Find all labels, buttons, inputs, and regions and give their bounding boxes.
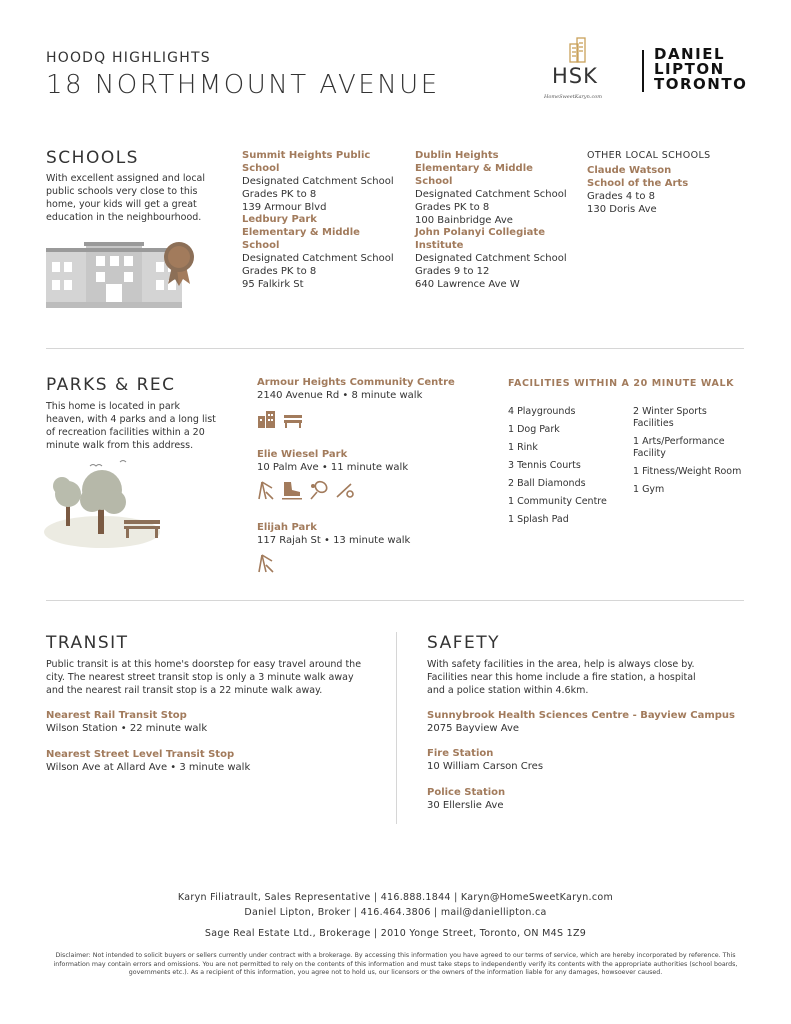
park-entry: [257, 521, 487, 573]
schools-intro: With excellent assigned and local public schools very close to this home, your kids will get a great education in the neighbourhood.: [46, 173, 206, 223]
school-type: Designated Catchment School: [242, 176, 394, 187]
footer-contact-1: Karyn Filiatrault, Sales Representative | 416.888.1844 | Karyn@HomeSweetKaryn.com: [177, 892, 614, 903]
school-name: Dublin Heights Elementary & Middle School: [415, 150, 533, 187]
award-ribbon-icon: [162, 240, 196, 288]
baseball-icon: [335, 480, 355, 500]
page-title: 18 NORTHMOUNT AVENUE: [46, 70, 440, 100]
safety-value: 2075 Bayview Ave: [427, 723, 520, 734]
transit-value: Wilson Ave at Allard Ave • 3 minute walk: [46, 762, 251, 773]
trees-icon: [44, 458, 184, 550]
safety-label: Fire Station: [427, 748, 494, 759]
school-grades: Grades PK to 8: [242, 189, 317, 200]
parks-heading: PARKS & REC: [46, 375, 176, 395]
disclaimer: Disclaimer: Not intended to solicit buyers or sellers currently under contract with a brokerage. By accessing this information you have agreed to our terms of service, which are hereby incorporated by reference. This information may contain errors and omissions. You are not permitted to rely on the contents of this information and must take steps to independently verify its contents with the appropriate authorities (school boards, governments etc.). As a recipient of this information, you agree not to hold us, our licensors or the owners of the information liable for any damages, howsoever caused.: [53, 952, 738, 976]
facility-item: 1 Splash Pad: [508, 514, 569, 525]
transit-heading: TRANSIT: [46, 633, 129, 653]
school-grades: Grades 4 to 8: [587, 191, 655, 202]
park-detail: 10 Palm Ave • 11 minute walk: [257, 462, 409, 473]
school-address: 100 Bainbridge Ave: [415, 215, 513, 226]
skate-icon: [281, 480, 303, 500]
school-card: [415, 149, 575, 227]
park-entry: [257, 448, 487, 500]
school-address: 130 Doris Ave: [587, 204, 657, 215]
school-address: 95 Falkirk St: [242, 279, 304, 290]
section-divider: [46, 600, 744, 601]
safety-value: 30 Ellerslie Ave: [427, 800, 504, 811]
hsk-logo: [544, 36, 619, 106]
facility-item: 1 Fitness/Weight Room: [633, 466, 742, 477]
school-card: [242, 149, 407, 214]
facilities-list: [633, 406, 748, 502]
safety-value: 10 William Carson Cres: [427, 761, 544, 772]
hsk-logo-script: HomeSweetKaryn.com: [544, 94, 602, 100]
park-name: Elie Wiesel Park: [257, 449, 348, 460]
school-name: Summit Heights Public School: [242, 150, 371, 174]
bench-icon: [283, 410, 303, 428]
school-name: John Polanyi Collegiate Institute: [415, 227, 545, 251]
other-schools-heading: OTHER LOCAL SCHOOLS: [587, 150, 711, 161]
park-entry: [257, 376, 487, 428]
facilities-list: [508, 406, 628, 532]
school-grades: Grades 9 to 12: [415, 266, 490, 277]
park-name: Elijah Park: [257, 522, 317, 533]
facility-item: 4 Playgrounds: [508, 406, 576, 417]
footer-contact-2: Daniel Lipton, Broker | 416.464.3806 | mail@daniellipton.ca: [244, 907, 547, 918]
safety-item: [427, 747, 747, 773]
school-grades: Grades PK to 8: [415, 202, 490, 213]
school-address: 139 Armour Blvd: [242, 202, 327, 213]
daniel-lipton-logo: [654, 47, 747, 92]
school-grades: Grades PK to 8: [242, 266, 317, 277]
school-name: Ledbury Park Elementary & Middle School: [242, 214, 360, 251]
eyebrow: HOODQ HIGHLIGHTS: [46, 50, 211, 66]
school-card: [242, 213, 402, 291]
other-schools: [587, 149, 747, 216]
safety-item: [427, 709, 747, 735]
transit-item: [46, 748, 376, 774]
facility-item: 1 Rink: [508, 442, 538, 453]
brand-line: DANIEL: [654, 45, 725, 63]
building-icon: [257, 410, 277, 428]
school-type: Designated Catchment School: [415, 189, 567, 200]
park-detail: 117 Rajah St • 13 minute walk: [257, 535, 411, 546]
school-address: 640 Lawrence Ave W: [415, 279, 520, 290]
transit-value: Wilson Station • 22 minute walk: [46, 723, 208, 734]
playground-icon: [257, 553, 275, 573]
park-detail: 2140 Avenue Rd • 8 minute walk: [257, 390, 423, 401]
parks-intro: This home is located in park heaven, with 4 parks and a long list of recreation facilities within a 20 minute walk from this address.: [46, 401, 216, 451]
facility-item: 1 Gym: [633, 484, 665, 495]
facility-item: 1 Community Centre: [508, 496, 607, 507]
facilities-heading: FACILITIES WITHIN A 20 MINUTE WALK: [508, 378, 735, 389]
school-type: Designated Catchment School: [415, 253, 567, 264]
column-divider: [396, 632, 397, 824]
facility-item: 2 Winter Sports Facilities: [633, 406, 707, 429]
footer-brokerage: Sage Real Estate Ltd., Brokerage | 2010 Yonge Street, Toronto, ON M4S 1Z9: [204, 928, 587, 939]
school-name: Claude Watson School of the Arts: [587, 165, 689, 189]
section-divider: [46, 348, 744, 349]
facility-item: 1 Dog Park: [508, 424, 560, 435]
transit-intro: Public transit is at this home's doorstep for easy travel around the city. The nearest street transit stop is only a 3 minute walk away and the nearest rail transit stop is a 22 minute walk away.: [46, 659, 362, 696]
facility-item: 3 Tennis Courts: [508, 460, 581, 471]
transit-label: Nearest Street Level Transit Stop: [46, 749, 235, 760]
school-type: Designated Catchment School: [242, 253, 394, 264]
school-card: [415, 226, 575, 291]
safety-heading: SAFETY: [427, 633, 501, 653]
hsk-logo-text: HSK: [552, 64, 598, 88]
safety-item: [427, 786, 747, 812]
brand-line: TORONTO: [654, 75, 748, 93]
facility-item: 1 Arts/Performance Facility: [633, 436, 725, 459]
safety-intro: With safety facilities in the area, help is always close by. Facilities near this home include a fire station, a hospital and a police station within 4.6km.: [427, 659, 696, 696]
brand-line: LIPTON: [654, 60, 725, 78]
transit-label: Nearest Rail Transit Stop: [46, 710, 187, 721]
park-name: Armour Heights Community Centre: [257, 377, 455, 388]
safety-label: Police Station: [427, 787, 506, 798]
tennis-icon: [309, 480, 329, 500]
brand-divider: [642, 50, 644, 92]
safety-label: Sunnybrook Health Sciences Centre - Bayview Campus: [427, 710, 735, 721]
schools-heading: SCHOOLS: [46, 148, 139, 168]
facility-item: 2 Ball Diamonds: [508, 478, 586, 489]
hsk-building-icon: [544, 36, 619, 64]
playground-icon: [257, 480, 275, 500]
transit-item: [46, 709, 376, 735]
